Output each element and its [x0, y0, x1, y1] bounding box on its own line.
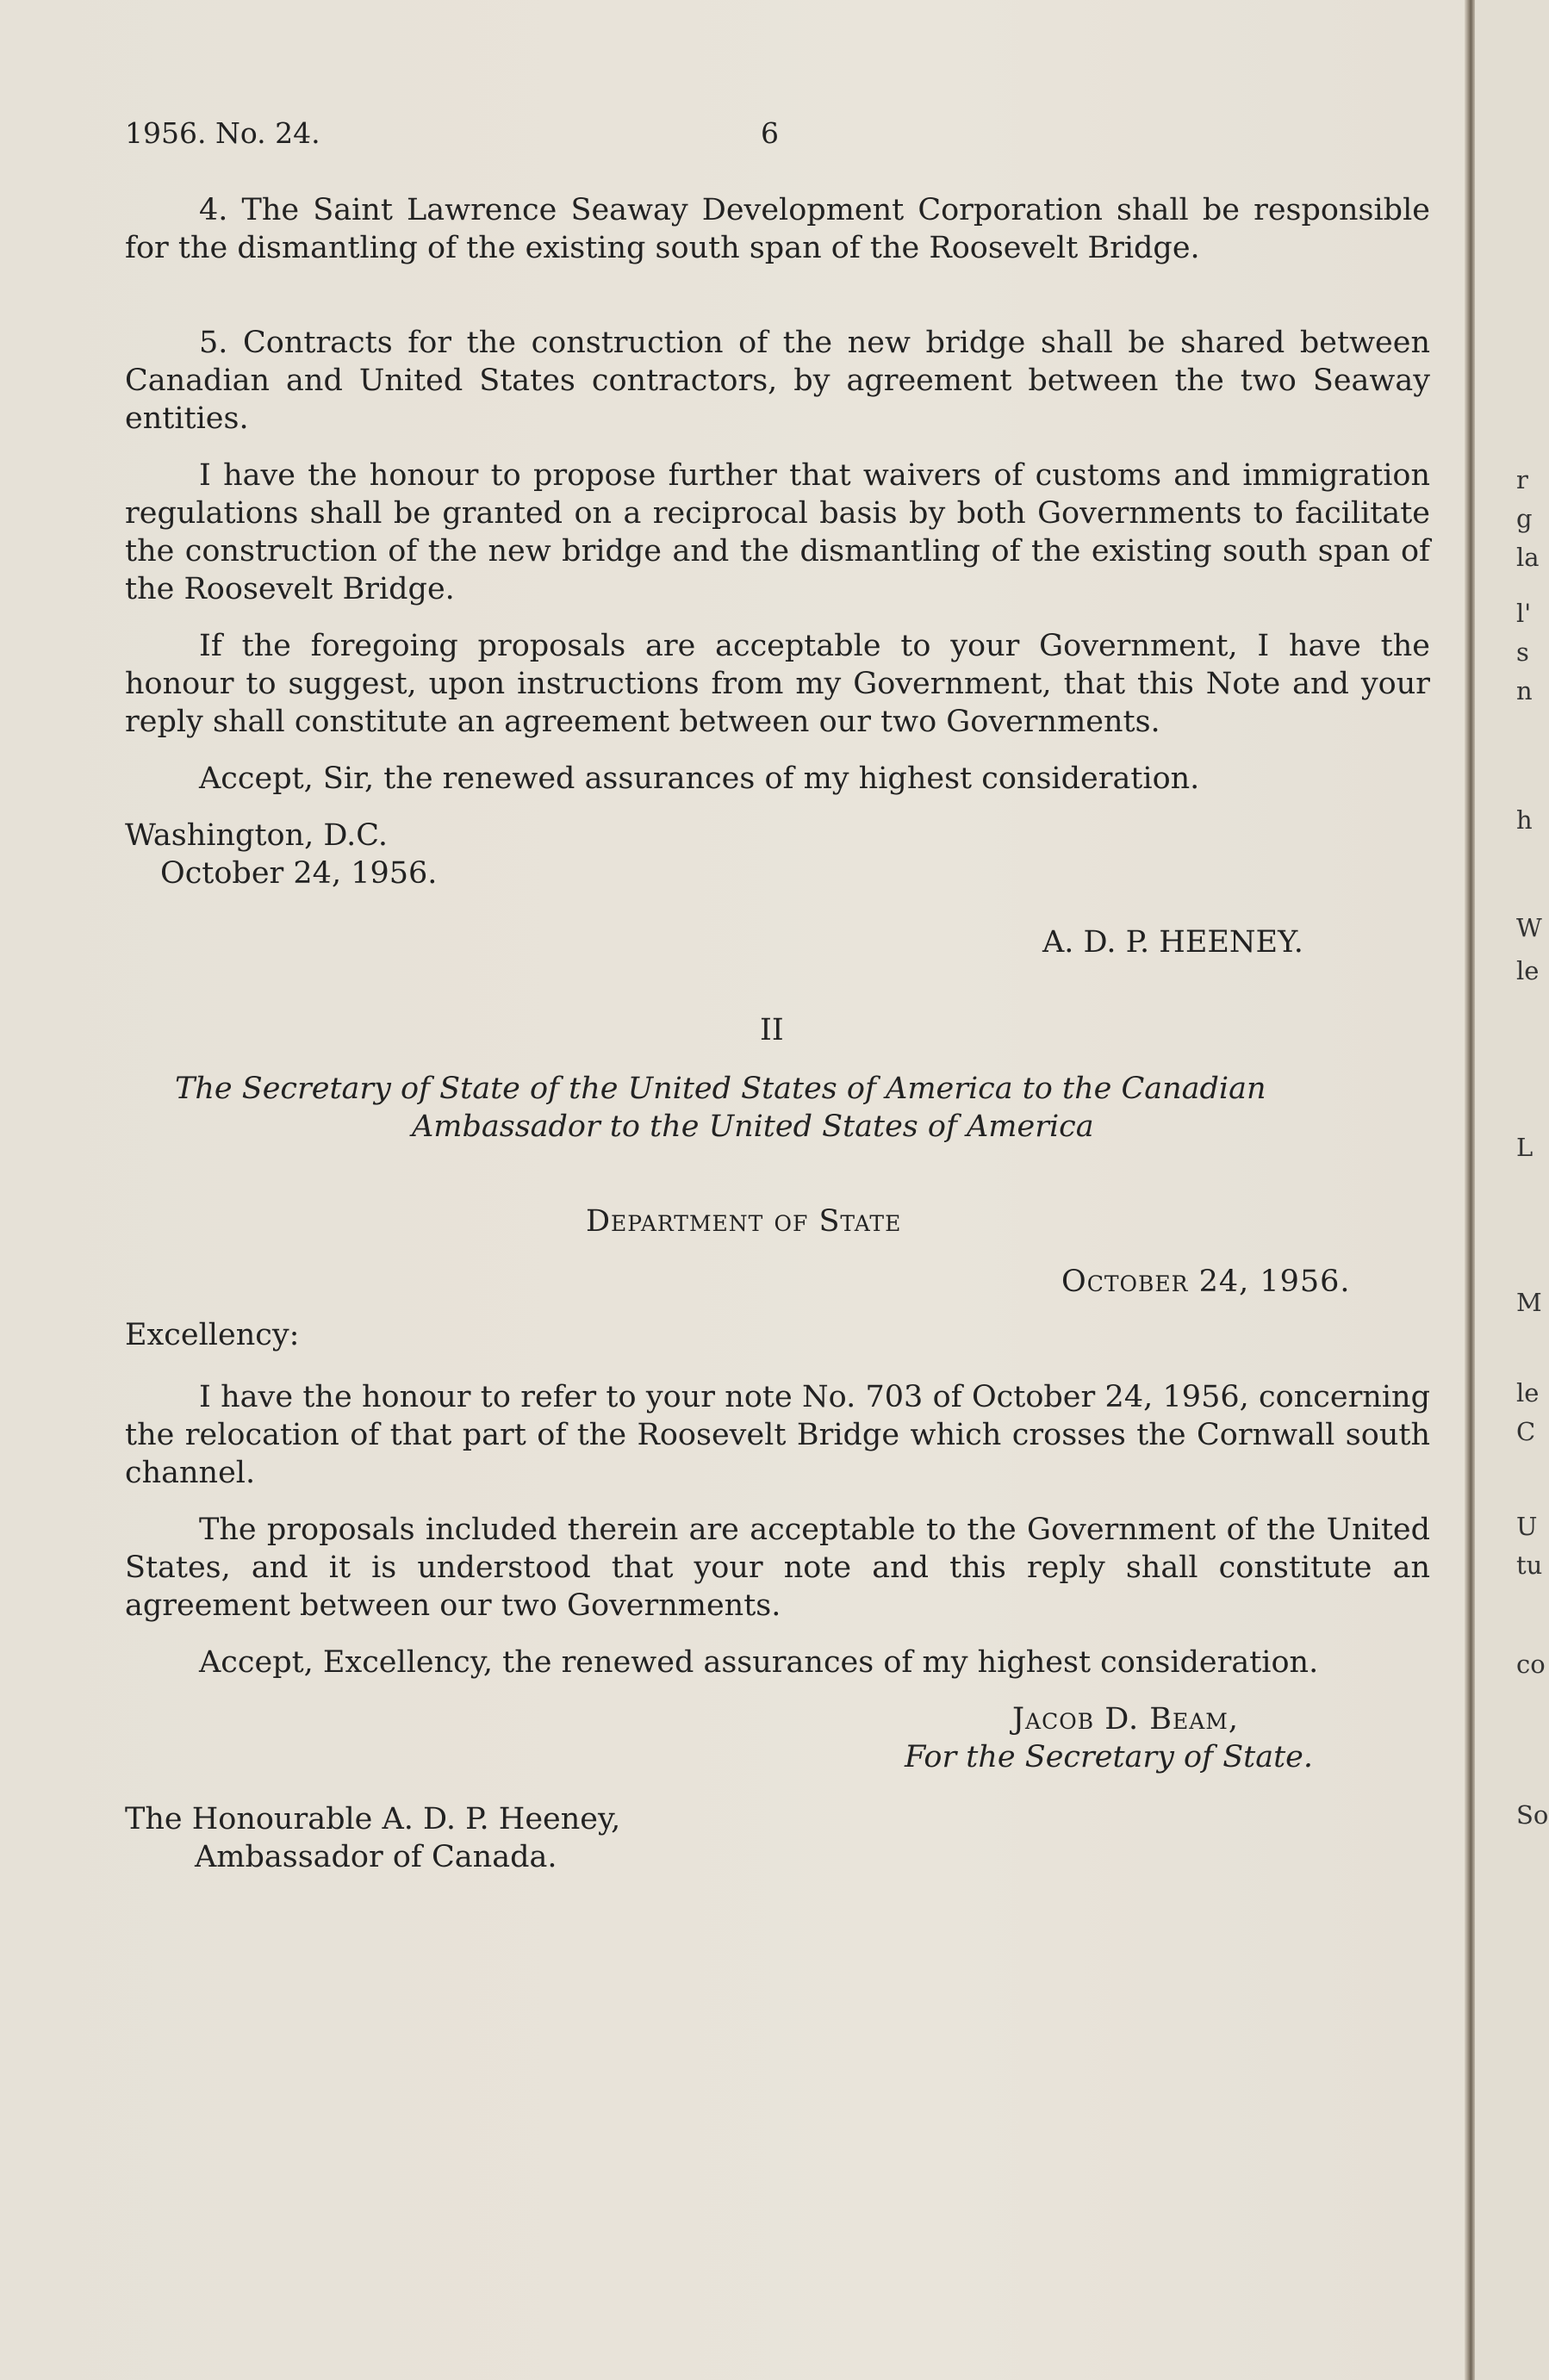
page-number: 6 — [761, 116, 779, 150]
facing-page-fragment: h — [1516, 805, 1533, 835]
note-place: Washington, D.C. — [125, 818, 388, 853]
note-heading-line-1: The Secretary of State of the United States of America to the Canadian — [175, 1072, 1266, 1106]
book-gutter — [1465, 0, 1475, 2380]
paragraph-4: 4. The Saint Lawrence Seaway Development Corporation shall be responsible for the dismantling of the existing south span of the Roosevelt Bridge. — [125, 193, 1430, 265]
treaty-series-number: 1956. No. 24. — [125, 116, 320, 150]
note-date: October 24, 1956. — [160, 856, 438, 891]
addressee-line-1: The Honourable A. D. P. Heeney, — [125, 1802, 621, 1836]
facing-page-fragment: C — [1516, 1417, 1536, 1446]
facing-page-fragment: le — [1516, 956, 1540, 985]
paragraph-5: 5. Contracts for the construction of the new bridge shall be shared between Canadian and United States contractors, by agreement between the two Seaway entities. — [125, 326, 1430, 436]
paragraph-acceptance-proposal: If the foregoing proposals are acceptable to your Government, I have the honour to suggest, upon instructions from my Government, that this Note and your reply shall constitute an agreement between our two Governments. — [125, 629, 1430, 739]
facing-page-fragment: s — [1516, 637, 1529, 667]
facing-page-fragment: M — [1516, 1288, 1542, 1317]
signature-title: For the Secretary of State. — [905, 1740, 1314, 1774]
salutation: Excellency: — [125, 1318, 300, 1352]
facing-page-fragment: U — [1516, 1512, 1538, 1541]
facing-page-fragment: tu — [1516, 1550, 1543, 1580]
facing-page-fragment: L — [1516, 1133, 1533, 1162]
facing-page-fragment: r — [1516, 465, 1528, 494]
note-heading-line-2: Ambassador to the United States of America — [412, 1109, 1094, 1144]
paragraph-reference: I have the honour to refer to your note No. 703 of October 24, 1956, concerning the relocation of that part of the Roosevelt Bridge which crosses the Cornwall south channel. — [125, 1380, 1430, 1490]
signature-heeney: A. D. P. HEENEY. — [1042, 925, 1303, 960]
paragraph-acceptance: The proposals included therein are acceptable to the Government of the United States, and it is understood that your note and this reply shall constitute an agreement between our two Governments. — [125, 1513, 1430, 1623]
facing-page-fragment: So — [1516, 1800, 1549, 1830]
facing-page-fragment: co — [1516, 1650, 1546, 1679]
paragraph-waivers: I have the honour to propose further that waivers of customs and immigration regulations shall be granted on a reciprocal basis by both Governments to facilitate the construction of the new bridge and the dismantling of the existing south span of the Roosevelt Bridge. — [125, 458, 1430, 606]
department-heading: Department of State — [586, 1204, 902, 1239]
facing-page-fragment: l' — [1516, 599, 1532, 628]
facing-page-fragment: n — [1516, 676, 1533, 705]
section-numeral: II — [760, 1013, 784, 1047]
signature-beam: Jacob D. Beam, — [1012, 1702, 1240, 1737]
addressee-line-2: Ambassador of Canada. — [195, 1840, 557, 1874]
closing-courtesy-2: Accept, Excellency, the renewed assurances of my highest consideration. — [199, 1645, 1319, 1680]
facing-page-edge — [1475, 0, 1549, 2380]
closing-courtesy-1: Accept, Sir, the renewed assurances of my highest consideration. — [199, 761, 1200, 796]
facing-page-fragment: le — [1516, 1378, 1540, 1407]
facing-page-fragment: W — [1516, 913, 1542, 942]
note-2-date: October 24, 1956. — [1061, 1265, 1351, 1299]
facing-page-fragment: la — [1516, 543, 1540, 572]
facing-page-fragment: g — [1516, 504, 1533, 533]
